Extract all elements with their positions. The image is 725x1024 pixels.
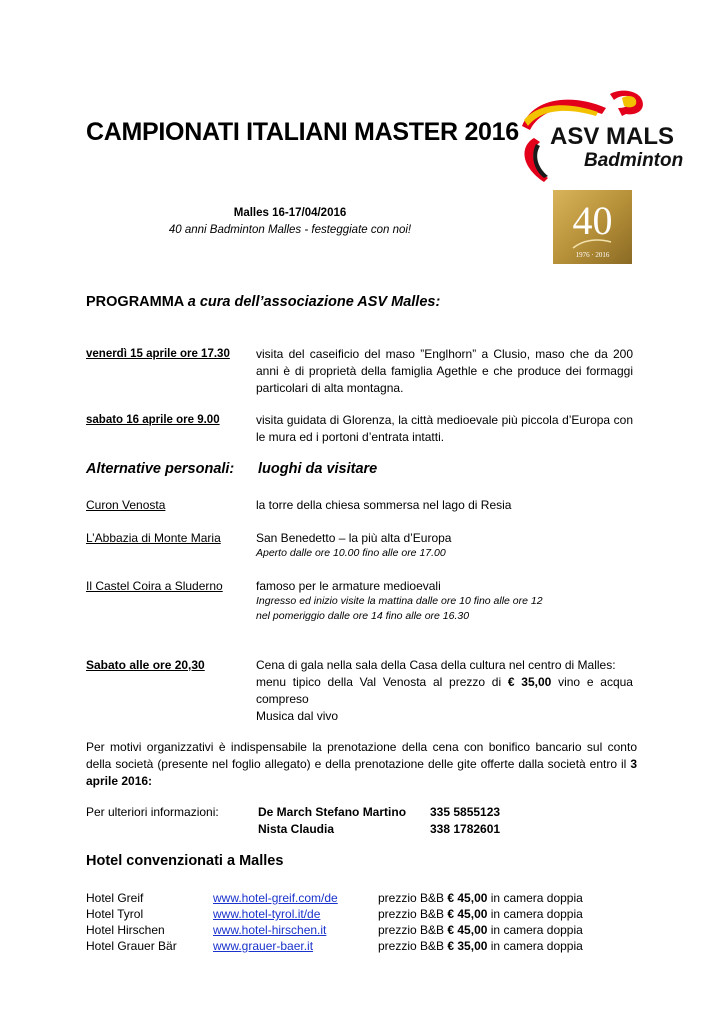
programma-subtitle: a cura dell’associazione ASV Malles:: [187, 294, 441, 310]
hotel-price-label: prezzio B&B: [378, 923, 445, 937]
cena-line-2: [256, 674, 633, 708]
hotel-price-value: € 35,00: [447, 939, 488, 953]
programma-heading: [86, 294, 440, 310]
place-name-1: Curon Venosta: [86, 498, 166, 512]
hotel-price-2: [378, 906, 583, 923]
place-desc-2: San Benedetto – la più alta d’Europa: [256, 531, 452, 545]
hotel-room-type: in camera doppia: [490, 907, 583, 921]
cena-includes: vino e acqua compreso: [256, 675, 633, 706]
hotel-name-3: Hotel Hirschen: [86, 923, 165, 937]
place-desc-1: la torre della chiesa sommersa nel lago di Resia: [256, 498, 512, 512]
programma-label: PROGRAMMA: [86, 294, 184, 310]
cena-details: [256, 657, 633, 725]
hotel-link-4[interactable]: www.grauer-baer.it: [213, 939, 314, 953]
cena-price: € 35,00: [507, 675, 552, 689]
program-time-1: venerdì 15 aprile ore 17.30: [86, 348, 230, 360]
cena-line-3: Musica dal vivo: [256, 709, 339, 723]
hotel-name-4: Hotel Grauer Bär: [86, 939, 177, 953]
hotel-link-2[interactable]: www.hotel-tyrol.it/de: [213, 907, 321, 921]
hotel-price-3: [378, 922, 583, 939]
contact-phone-2[interactable]: 338 1782601: [430, 822, 501, 836]
hotel-price-1: [378, 890, 583, 907]
booking-notice: [86, 739, 637, 790]
program-desc-1: visita del caseificio del maso ”Englhorn” a Clusio, maso che da 200 anni è di proprietà della famiglia Agethle e che produce dei formaggi particolari di alta montagna.: [256, 347, 633, 395]
alternative-subheading: luoghi da visitare: [258, 461, 378, 477]
page-title: CAMPIONATI ITALIANI MASTER 2016: [86, 118, 519, 146]
asv-mals-logo: [514, 86, 684, 188]
hotel-price-label: prezzio B&B: [378, 907, 445, 921]
hotel-room-type: in camera doppia: [490, 891, 583, 905]
anniversary-badge: [553, 190, 632, 264]
contact-name-1: De March Stefano Martino: [258, 805, 407, 819]
place-name-2: L’Abbazia di Monte Maria: [86, 531, 221, 545]
contact-name-2: Nista Claudia: [258, 822, 335, 836]
hotel-link-3[interactable]: www.hotel-hirschen.it: [213, 923, 327, 937]
place-note-3a: Ingresso ed inizio visite la mattina dalle ore 10 fino alle ore 12: [256, 595, 543, 607]
hotel-name-1: Hotel Greif: [86, 891, 144, 905]
logo-text-badminton: Badminton: [584, 150, 684, 171]
hotel-room-type: in camera doppia: [490, 923, 583, 937]
hotel-name-2: Hotel Tyrol: [86, 907, 144, 921]
event-tagline: 40 anni Badminton Malles - festeggiate con noi!: [168, 224, 412, 236]
contact-phone-1[interactable]: 335 5855123: [430, 805, 501, 819]
hotel-price-value: € 45,00: [447, 891, 488, 905]
booking-notice-text: Per motivi organizzativi è indispensabile la prenotazione della cena con bonifico bancario sul conto della società (presente nel foglio allegato) e della prenotazione delle gite offerte dalla società entro il: [86, 740, 637, 771]
hotel-price-value: € 45,00: [447, 907, 488, 921]
program-desc-2: visita guidata di Glorenza, la città medioevale più piccola d’Europa con le mura ed i portoni d’entrata intatti.: [256, 413, 633, 444]
logo-text-asv-mals: ASV MALS: [550, 123, 675, 150]
hotel-link-1[interactable]: www.hotel-greif.com/de: [213, 891, 338, 905]
hotel-price-label: prezzio B&B: [378, 939, 445, 953]
hotel-room-type: in camera doppia: [490, 939, 583, 953]
place-desc-3: famoso per le armature medioevali: [256, 579, 441, 593]
hotel-price-value: € 45,00: [447, 923, 488, 937]
cena-line-1: Cena di gala nella sala della Casa della cultura nel centro di Malles:: [256, 658, 616, 672]
booking-deadline: 3 aprile 2016:: [86, 757, 637, 788]
alternative-heading: Alternative personali:: [86, 461, 235, 477]
program-time-2: sabato 16 aprile ore 9.00: [86, 414, 220, 426]
event-dates: Malles 16-17/04/2016: [233, 207, 347, 219]
place-note-2: Aperto dalle ore 10.00 fino alle ore 17.00: [256, 547, 446, 559]
place-name-3: Il Castel Coira a Sluderno: [86, 579, 223, 593]
badge-years: 1976 · 2016: [575, 251, 610, 259]
badge-number: 40: [572, 198, 613, 243]
cena-menu-text: menu tipico della Val Venosta al prezzo di: [256, 675, 502, 689]
hotels-heading: Hotel convenzionati a Malles: [86, 853, 284, 869]
place-note-3b: nel pomeriggio dalle ore 14 fino alle ore 16.30: [256, 610, 470, 622]
info-label: Per ulteriori informazioni:: [86, 805, 219, 819]
hotel-price-label: prezzio B&B: [378, 891, 445, 905]
cena-time: Sabato alle ore 20,30: [86, 658, 205, 672]
hotel-price-4: [378, 938, 583, 955]
